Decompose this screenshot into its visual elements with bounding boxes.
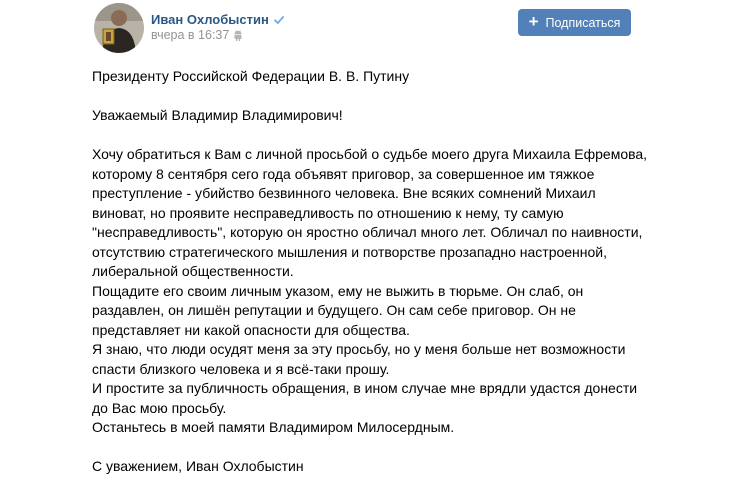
post-date-text[interactable]: вчера в 16:37 [151, 28, 230, 42]
post-body-line: до Вас мою просьбу. [92, 399, 227, 416]
subscribe-button[interactable] [518, 9, 631, 36]
post-body-line: спасти близкого человека и я всё-таки прошу. [92, 360, 390, 377]
author-name[interactable] [151, 12, 285, 27]
android-icon [233, 30, 243, 41]
post-body-line: раздавлен, он лишён репутации и будущего. Он сам себе приговор. Он не [92, 302, 576, 318]
post-address: Президенту Российской Федерации В. В. Путину [92, 68, 410, 84]
post-body-line: Я знаю, что люди осудят меня за эту просьбу, но у меня больше нет возможности [92, 341, 626, 357]
post-body-line: которому 8 сентября сего года объявят приговор, за совершенное им тяжкое [92, 165, 595, 182]
author-avatar[interactable] [94, 3, 144, 53]
post-signature: С уважением, Иван Охлобыстин [92, 458, 304, 474]
post-greeting: Уважаемый Владимир Владимирович! [92, 107, 343, 123]
plus-icon: + [528, 12, 539, 31]
post-body-line: И простите за публичность обращения, в ином случае мне врядли удастся донести [92, 380, 638, 396]
post-body-line: виноват, но проявите несправедливость по отношению к нему, ту самую [92, 204, 564, 221]
post-body-line: Хочу обратиться к Вам с личной просьбой о судьбе моего друга Михаила Ефремова, [92, 146, 648, 162]
post-body-line: представляет ни какой опасности для общества. [92, 321, 410, 338]
subscribe-label: Подписаться [545, 15, 621, 30]
post-body-line: Пощадите его своим личным указом, ему не выжить в тюрьме. Он слаб, он [92, 282, 584, 299]
post-body-line: отсутствию стратегического мышления и потворстве прозападно настроенной, [92, 243, 608, 260]
post-body-line: "несправедливость", которую он яростно обличал много лет. Обличал по наивности, [92, 224, 643, 240]
post-body-line: Останьтесь в моей памяти Владимиром Милосердным. [92, 419, 455, 435]
author-name-text[interactable]: Иван Охлобыстин [151, 12, 269, 27]
post-body-line: либеральной общественности. [92, 263, 294, 279]
verified-check-icon [273, 14, 285, 26]
post-date[interactable] [151, 28, 243, 42]
post-text [92, 67, 652, 477]
post-body-line: преступление - убийство безвинного человека. Вне всяких сомнений Михаил [92, 185, 596, 201]
